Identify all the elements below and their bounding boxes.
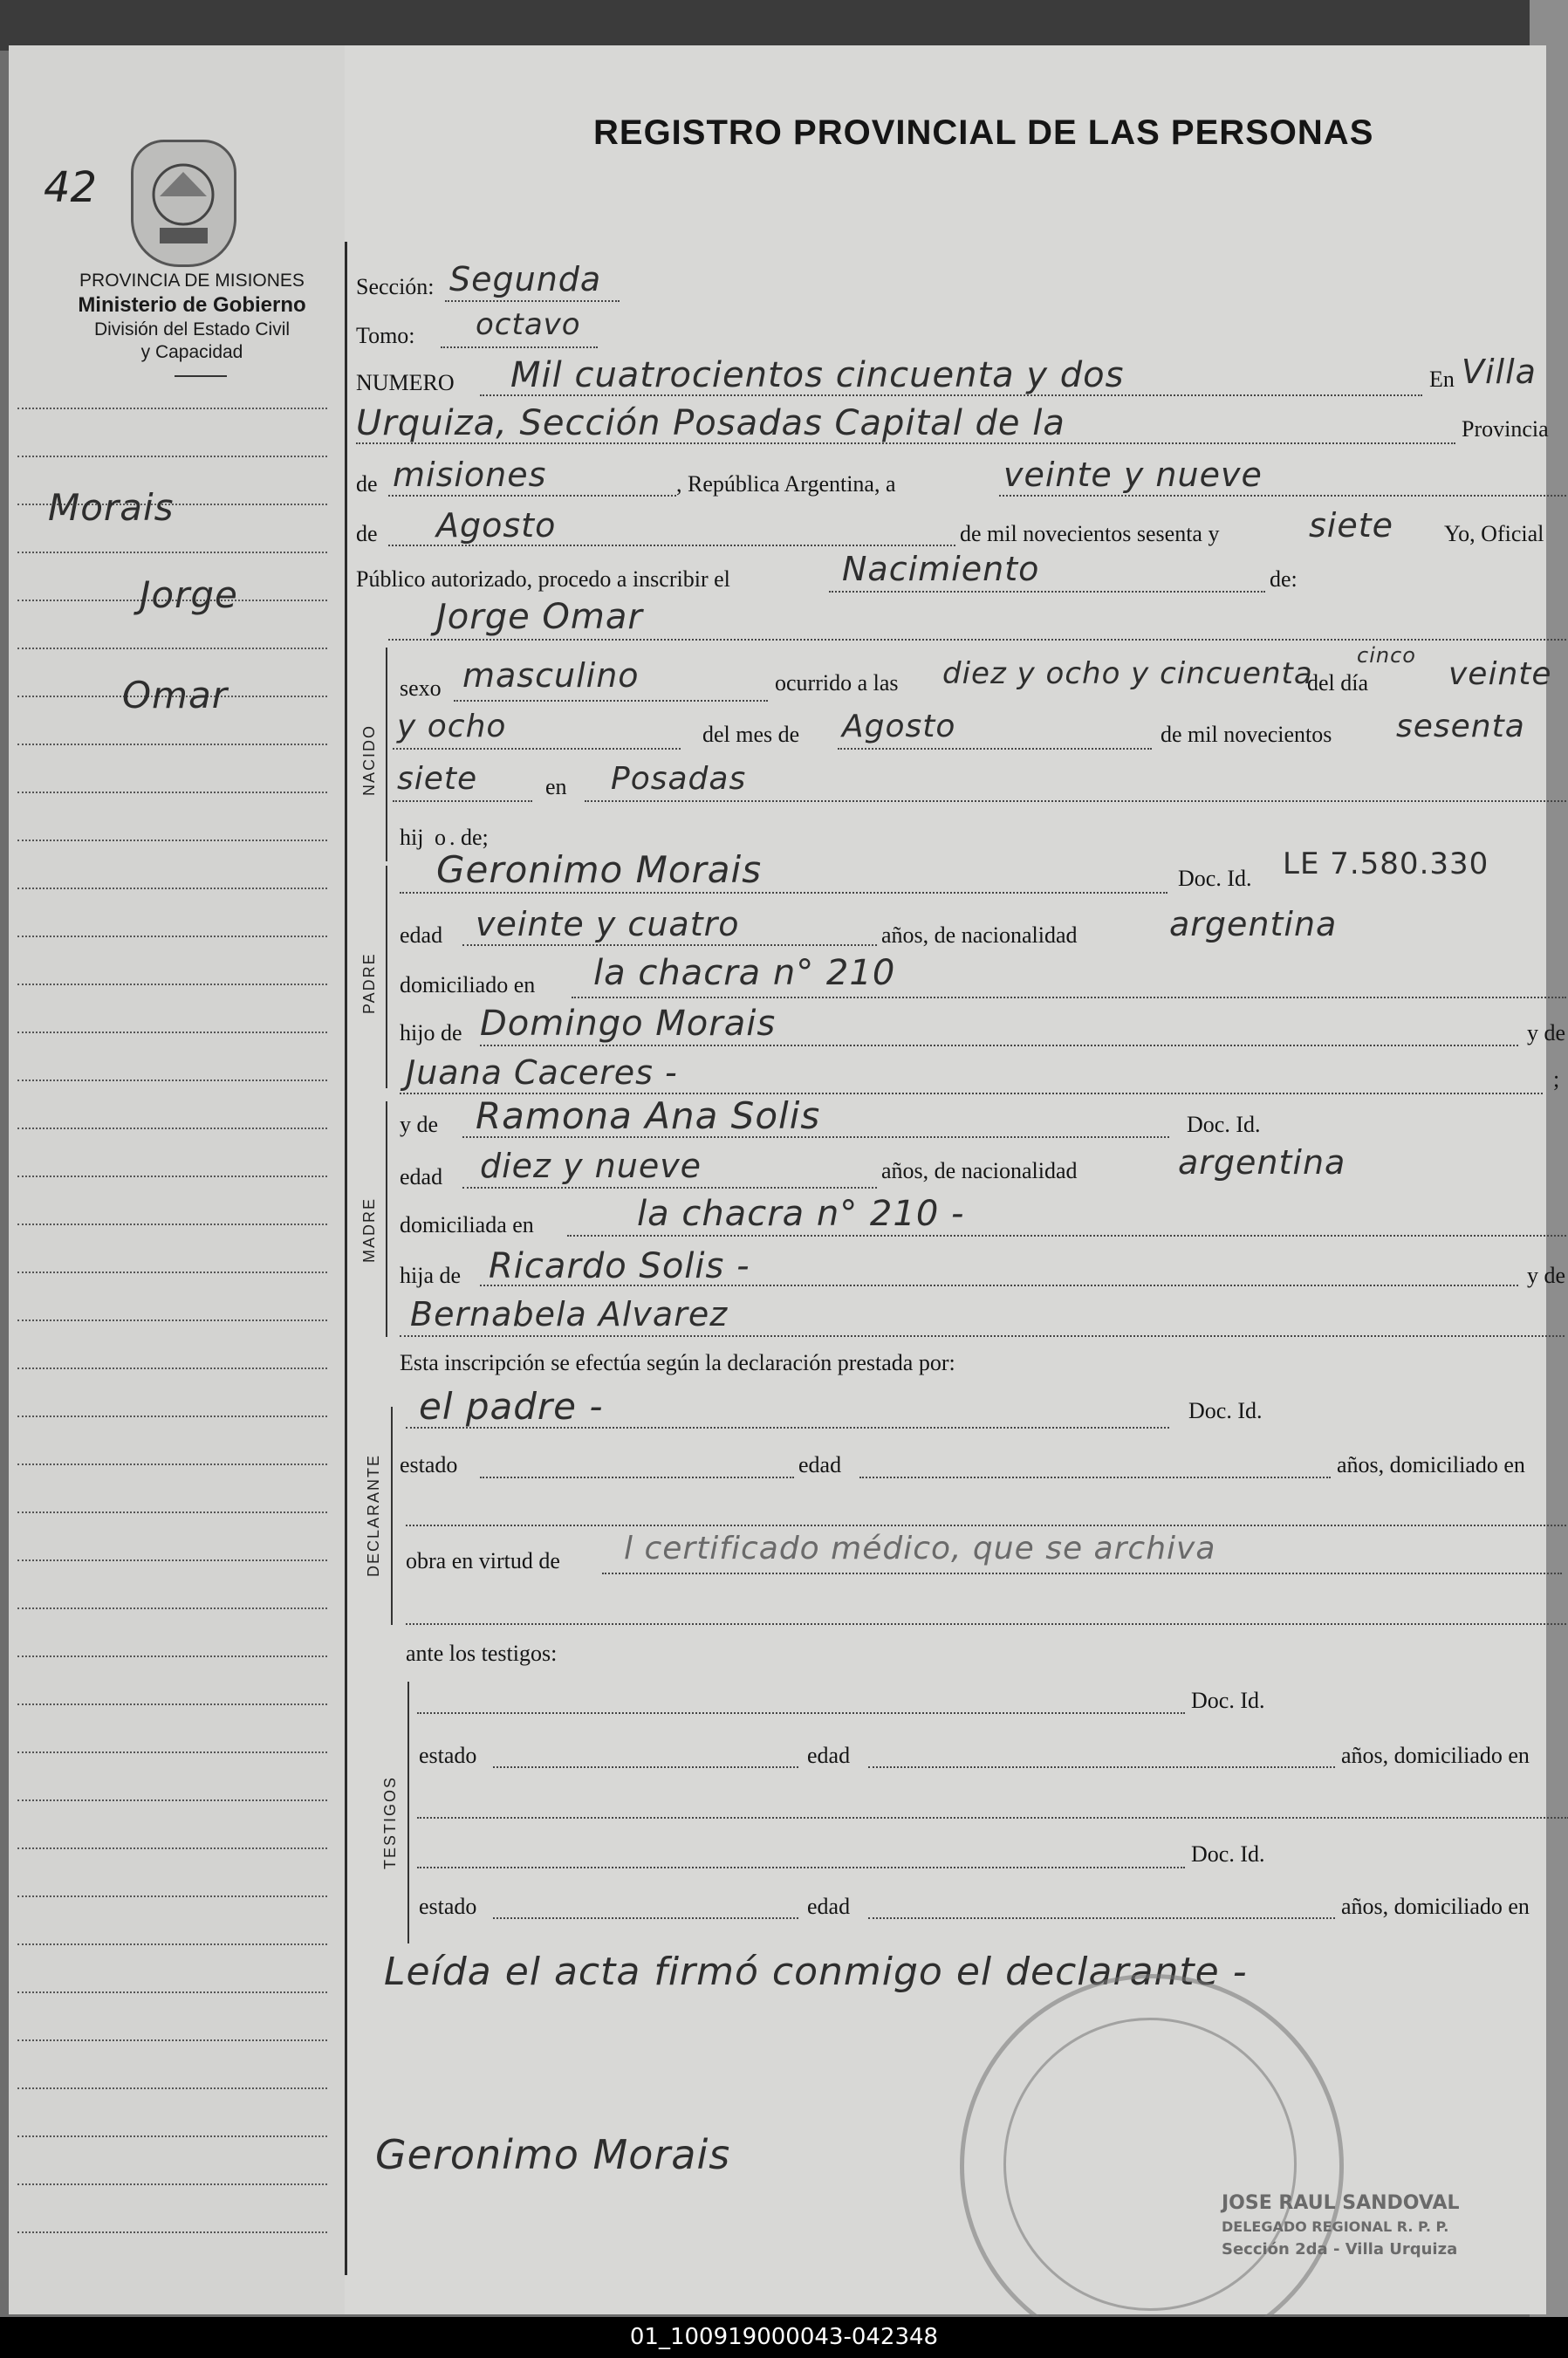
testigo1-dom-label: años, domiciliado en [1341,1743,1530,1768]
stamp-place: Sección 2da - Villa Urquiza [1222,2240,1458,2259]
provincial-seal-icon [131,140,236,267]
numero-value: Mil cuatrocientos cincuenta y dos [510,355,1125,395]
province-label: PROVINCIA DE MISIONES [79,271,305,291]
padre-y-de-label: y de [1527,1020,1566,1045]
testigo2-edad-label: edad [807,1894,851,1919]
declarante-value: el padre - [419,1385,604,1428]
padre-dom-value: la chacra n° 210 [593,953,896,993]
madre-madre-value: Bernabela Alvarez [410,1295,729,1333]
tomo-value: octavo [476,307,581,342]
lugar-value: Posadas [611,761,747,797]
hora-value: diez y ocho y cincuenta [942,656,1313,691]
padre-hijo-label: hijo de [400,1020,462,1045]
madre-y-de-label-2: y de [1527,1263,1566,1288]
scan-id-footer: 01_100919000043-042348 [0,2317,1568,2358]
margin-column [9,45,345,2314]
madre-y-de-label: y de [400,1112,439,1137]
madre-dom-label: domiciliada en [400,1212,534,1237]
anio-nac-2-value: siete [397,761,478,797]
yo-oficial-label: Yo, Oficial [1444,521,1544,546]
numero-label: NUMERO [356,370,455,395]
en-lugar-label: en [545,774,567,799]
tomo-label: Tomo: [356,323,415,348]
declarante-doc-label: Doc. Id. [1188,1398,1263,1423]
madre-label: MADRE [360,1196,378,1263]
madre-doc-label: Doc. Id. [1187,1112,1261,1137]
hij-o-label: o [435,825,446,850]
seccion-value: Segunda [449,260,602,298]
de-mil-nov-label: de mil novecientos [1161,722,1332,747]
padre-hijo-value: Domingo Morais [480,1004,777,1044]
division-label-2: y Capacidad [140,342,243,362]
dia-value: veinte [1448,656,1552,692]
page-number: 42 [44,163,98,212]
del-mes-label: del mes de [702,722,800,747]
ante-label: ante los testigos: [406,1641,558,1666]
acto-value: Nacimiento [842,550,1040,588]
mes-nac-value: Agosto [842,709,956,744]
de-colon-label: de: [1270,566,1298,592]
madre-edad-label: edad [400,1164,443,1189]
padre-madre-value: Juana Caceres - [406,1053,678,1092]
nacido-label: NACIDO [360,723,378,796]
testigo1-doc-label: Doc. Id. [1191,1688,1265,1713]
publico-label: Público autorizado, procedo a inscribir el [356,566,730,592]
padre-edad-label: edad [400,922,443,948]
anio-value: siete [1309,506,1394,545]
padre-nombre-value: Geronimo Morais [436,848,763,891]
madre-nac-value: argentina [1178,1143,1346,1182]
padre-dom-label: domiciliado en [400,972,536,997]
de-label-2: de [356,521,378,546]
seccion-label: Sección: [356,274,435,299]
padre-nac-label: años, de nacionalidad [881,922,1078,948]
margin-name-2: Omar [122,674,228,716]
obra-label: obra en virtud de [406,1548,560,1573]
testigo2-estado-label: estado [419,1894,477,1919]
inscripcion-label: Esta inscripción se efectúa según la declaración prestada por: [400,1350,955,1375]
declarante-estado-label: estado [400,1452,458,1477]
en-value: Villa [1462,353,1537,391]
de-mil-label: de mil novecientos sesenta y [960,521,1220,546]
column-divider [345,242,347,2275]
provincia-value: misiones [393,456,547,494]
padre-doc-value: LE 7.580.330 [1283,847,1489,881]
testigo2-dom-label: años, domiciliado en [1341,1894,1530,1919]
ministry-label: Ministerio de Gobierno [78,293,306,317]
testigo2-doc-label: Doc. Id. [1191,1841,1265,1867]
republica-label: , República Argentina, a [676,471,896,497]
de-label: de [356,471,378,497]
dia-2-value: y ocho [397,709,507,744]
madre-dom-value: la chacra n° 210 - [637,1194,965,1234]
obra-value: l certificado médico, que se archiva [624,1531,1216,1566]
hij-de-label: . de; [449,825,489,850]
padre-label: PADRE [360,952,378,1014]
register-page [9,45,1566,2314]
official-stamp-inner-icon [1003,2018,1297,2311]
document-title: REGISTRO PROVINCIAL DE LAS PERSONAS [593,113,1374,152]
location-value: Urquiza, Sección Posadas Capital de la [356,403,1065,443]
testigo1-estado-label: estado [419,1743,477,1768]
declarante-edad-label: edad [798,1452,842,1477]
sexo-label: sexo [400,675,442,701]
mes-value: Agosto [436,506,557,545]
madre-hija-label: hija de [400,1263,462,1288]
stamp-name: JOSE RAUL SANDOVAL [1222,2192,1460,2214]
declarante-label: DECLARANTE [365,1453,382,1577]
padre-edad-value: veinte y cuatro [476,905,740,943]
provincia-label: Provincia [1462,416,1549,442]
anio-nac-value: sesenta [1396,709,1525,744]
testigos-label: TESTIGOS [381,1775,399,1869]
padre-nac-value: argentina [1169,905,1338,943]
padre-doc-label: Doc. Id. [1178,866,1252,891]
division-label-1: División del Estado Civil [93,319,291,339]
en-label: En [1429,367,1455,392]
ocurrido-label: ocurrido a las [775,670,899,696]
sexo-value: masculino [462,656,640,695]
margin-name-1: Jorge [140,573,238,616]
del-dia-label: del día [1307,670,1369,696]
stamp-role: DELEGADO REGIONAL R. P. P. [1222,2218,1449,2235]
scan-top-edge [0,0,1568,51]
madre-hija-value: Ricardo Solis - [489,1246,750,1286]
madre-nombre-value: Ramona Ana Solis [476,1094,821,1137]
madre-nac-label: años, de nacionalidad [881,1158,1078,1183]
testigo1-edad-label: edad [807,1743,851,1768]
cierre-value: Leída el acta firmó conmigo el declarante - [384,1950,1248,1994]
nombre-value: Jorge Omar [436,597,643,637]
hora-extra-value: cinco [1357,643,1416,668]
semicolon-label: ; [1553,1066,1560,1092]
madre-edad-value: diez y nueve [480,1147,702,1185]
firma-value: Geronimo Morais [375,2131,731,2178]
declarante-dom-label: años, domiciliado en [1337,1452,1525,1477]
hij-label: hij [400,825,424,850]
fecha-value: veinte y nueve [1003,456,1263,494]
margin-surname: Morais [48,486,175,529]
